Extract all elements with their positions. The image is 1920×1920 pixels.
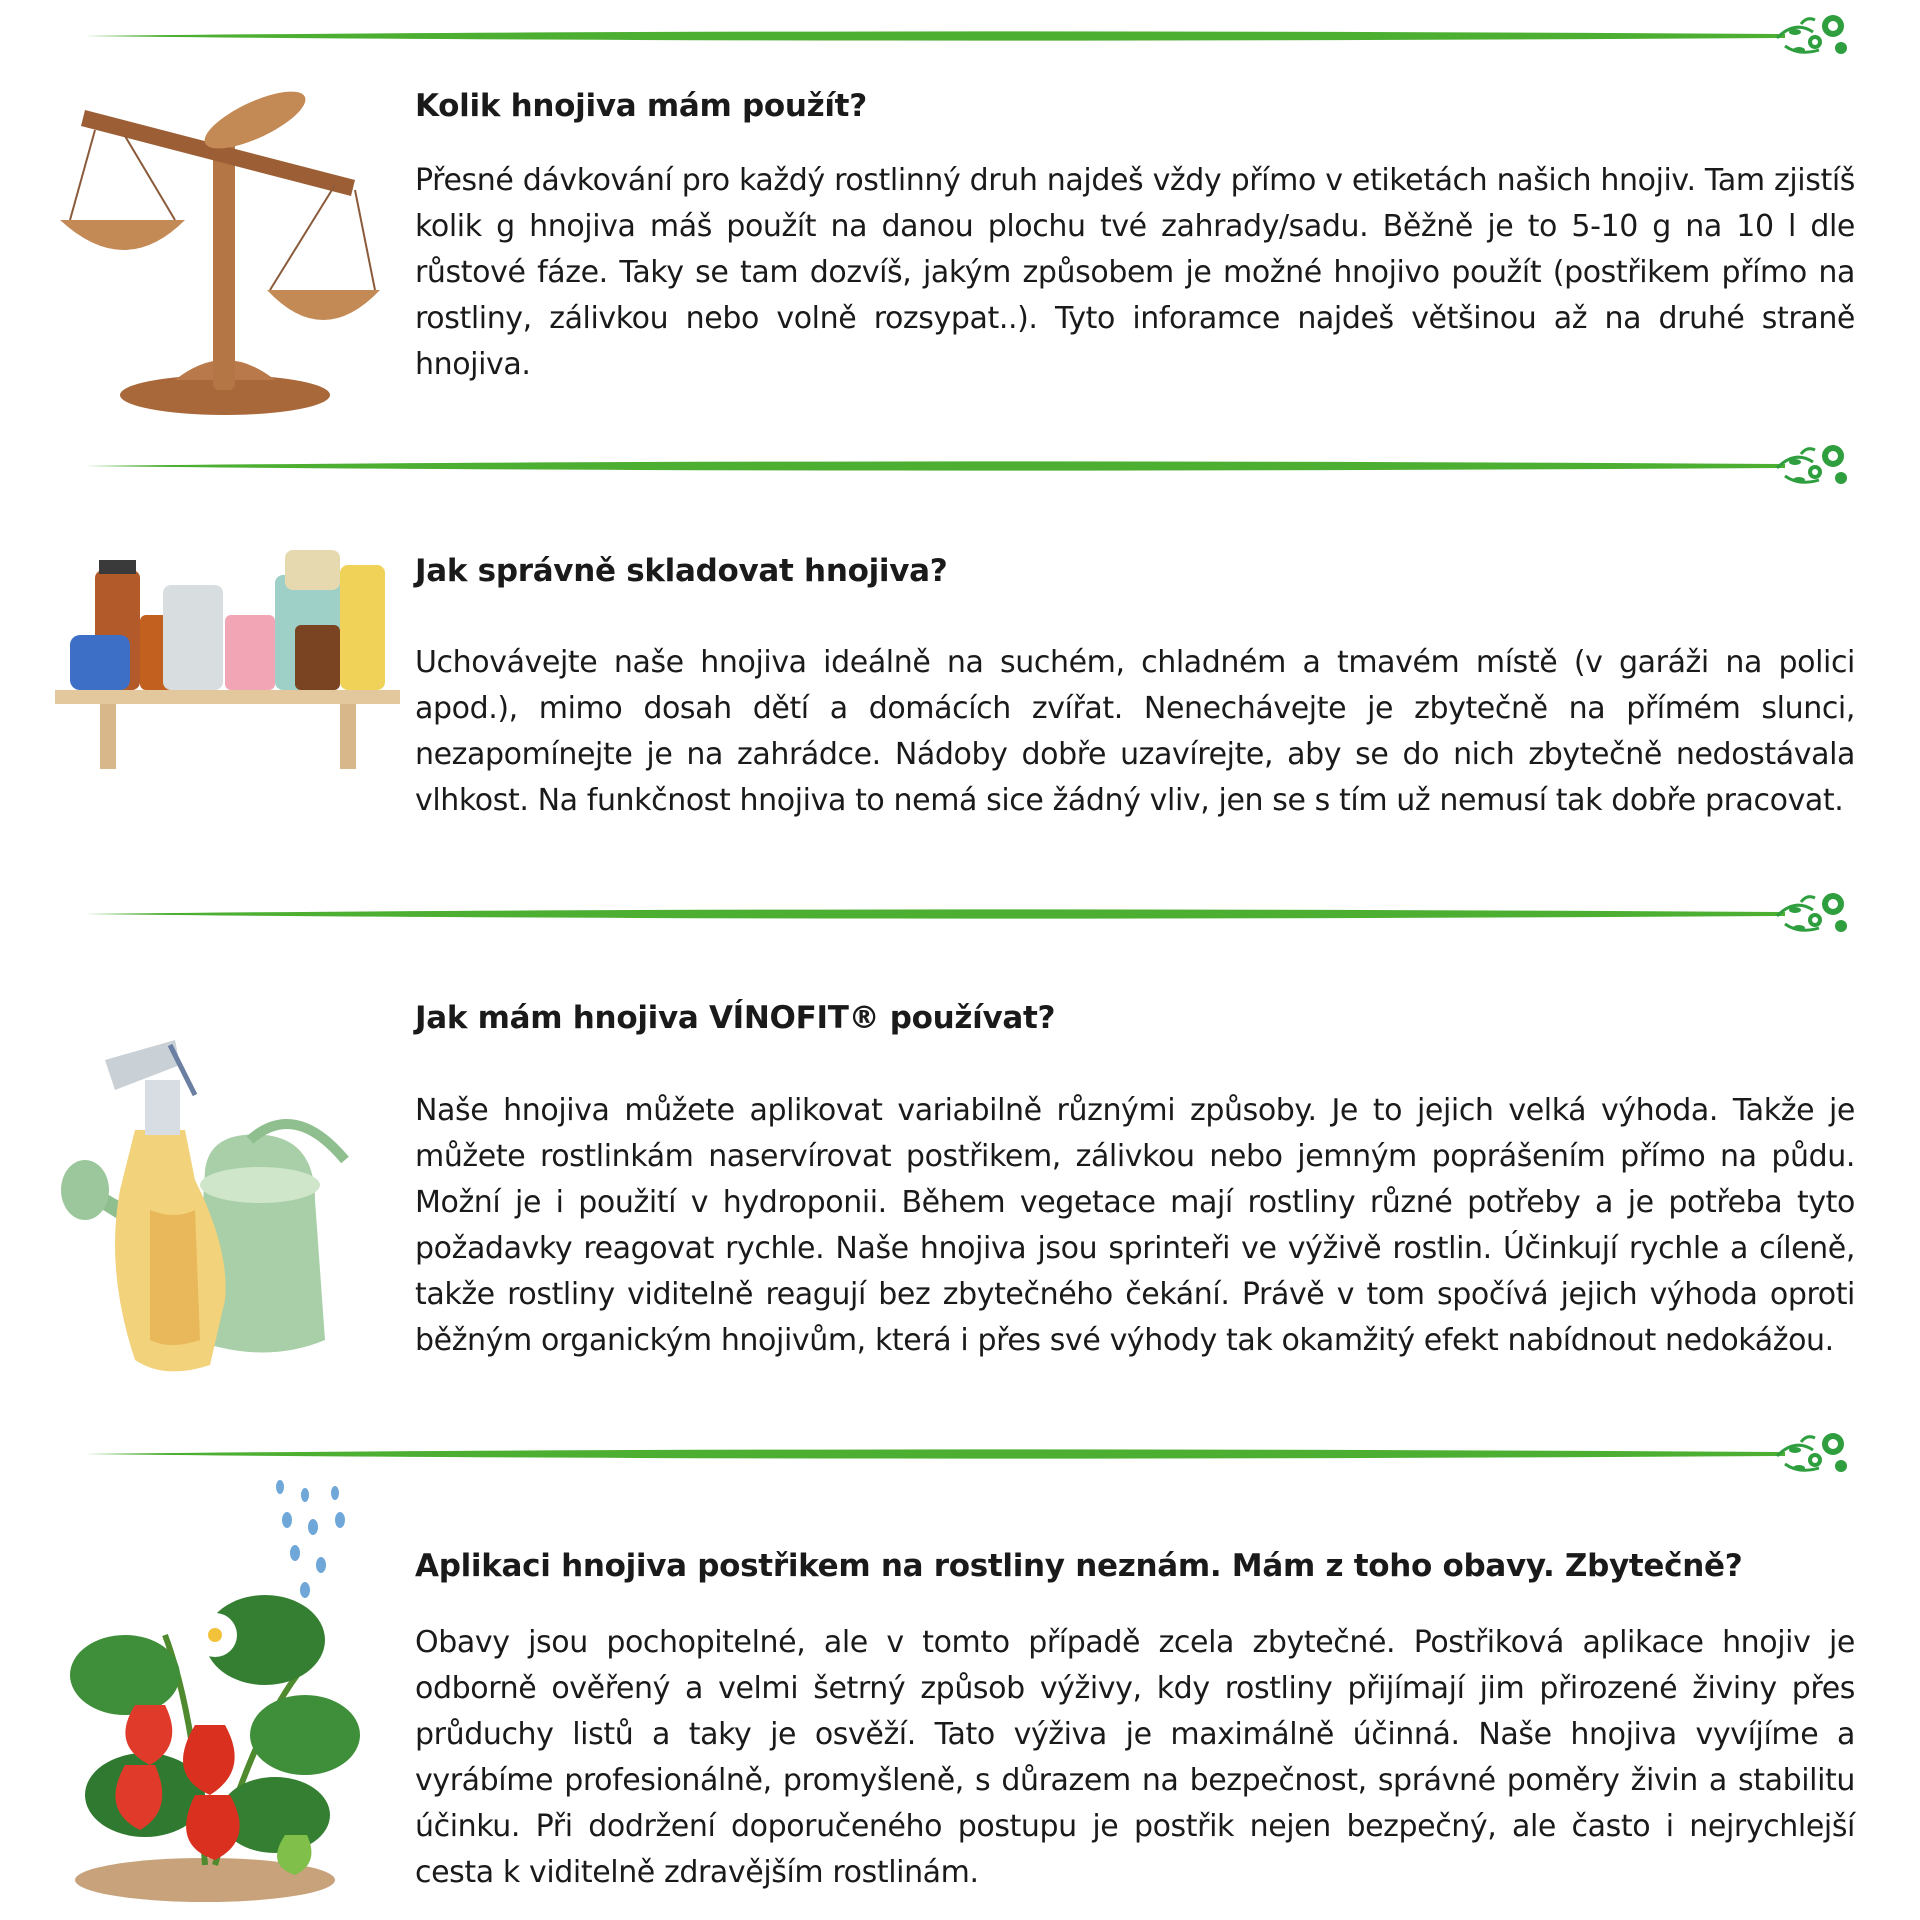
faq-question: Jak správně skladovat hnojiva? xyxy=(415,553,948,589)
scale-icon xyxy=(55,70,395,424)
floral-ornament-icon xyxy=(1777,1433,1847,1472)
floral-ornament-icon xyxy=(1777,15,1847,54)
faq-answer: Přesné dávkování pro každý rostlinný druh najdeš vždy přímo v etiketách našich hnojiv. Tam zjistíš kolik g hnojiva máš použít na danou plochu tvé zahrady/sadu. Běžně je to 5-10 g na 10 l dle růstové fáze. Taky se tam dozvíš, jakým způsobem je možné hnojivo použít (postřikem přímo na rostliny, zálivkou nebo volně rozsypat..). Tyto inforamce najdeš většinou až na druhé straně hnojiva. xyxy=(415,163,1855,382)
faq-answer: Naše hnojiva můžete aplikovat variabilně různými způsoby. Je to jejich velká výhoda. Takže je můžete rostlinkám naservírovat postřikem, zálivkou nebo jemným poprášením přímo na půdu. Možní je i použití v hydroponii. Během vegetace mají rostliny různé potřeby a je potřeba tyto požadavky reagovat rychle. Naše hnojiva jsou sprinteři ve výživě rostlin. Účinkují rychle a cíleně, takže rostliny viditelně reagují bez zbytečného čekání. Právě v tom spočívá jejich výhoda oproti běžným organickým hnojivům, která i přes své výhody tak okamžitý efekt nabídnout nedokážou. xyxy=(415,1093,1855,1358)
shelf-jars-icon xyxy=(55,545,400,779)
strawberry-plant-icon xyxy=(55,1465,375,1909)
spray-bottle-watering-can-icon xyxy=(55,1020,375,1384)
divider-3 xyxy=(85,888,1865,938)
divider-2 xyxy=(85,440,1865,490)
divider-1 xyxy=(85,10,1865,60)
faq-question: Kolik hnojiva mám použít? xyxy=(415,88,867,124)
faq-question: Jak mám hnojiva VÍNOFIT® používat? xyxy=(415,1000,1056,1036)
floral-ornament-icon xyxy=(1777,445,1847,484)
water-drops-icon xyxy=(276,1480,345,1598)
faq-answer: Uchovávejte naše hnojiva ideálně na suchém, chladném a tmavém místě (v garáži na polici apod.), mimo dosah dětí a domácích zvířat. Nenechávejte je zbytečně na přímém slunci, nezapomínejte je na zahrádce. Nádoby dobře uzavírejte, aby se do nich zbytečně nedostávala vlhkost. Na funkčnost hnojiva to nemá sice žádný vliv, jen se s tím už nemusí tak dobře pracovat. xyxy=(415,645,1855,818)
faq-answer: Obavy jsou pochopitelné, ale v tomto případě zcela zbytečné. Postřiková aplikace hnojiv je odborně ověřený a velmi šetrný způsob výživy, kdy rostliny přijímají jim přirozené živiny přes průduchy listů a taky je osvěží. Tato výživa je maximálně účinná. Naše hnojiva vyvíjíme a vyrábíme profesionálně, promyšleně, s důrazem na bezpečnost, správné poměry živin a stabilitu účinku. Při dodržení doporučeného postupu je postřik nejen bezpečný, ale často i nejrychlejší cesta k viditelně zdravějším rostlinám. xyxy=(415,1625,1855,1890)
faq-question: Aplikaci hnojiva postřikem na rostliny neznám. Mám z toho obavy. Zbytečně? xyxy=(415,1548,1743,1584)
floral-ornament-icon xyxy=(1777,893,1847,932)
